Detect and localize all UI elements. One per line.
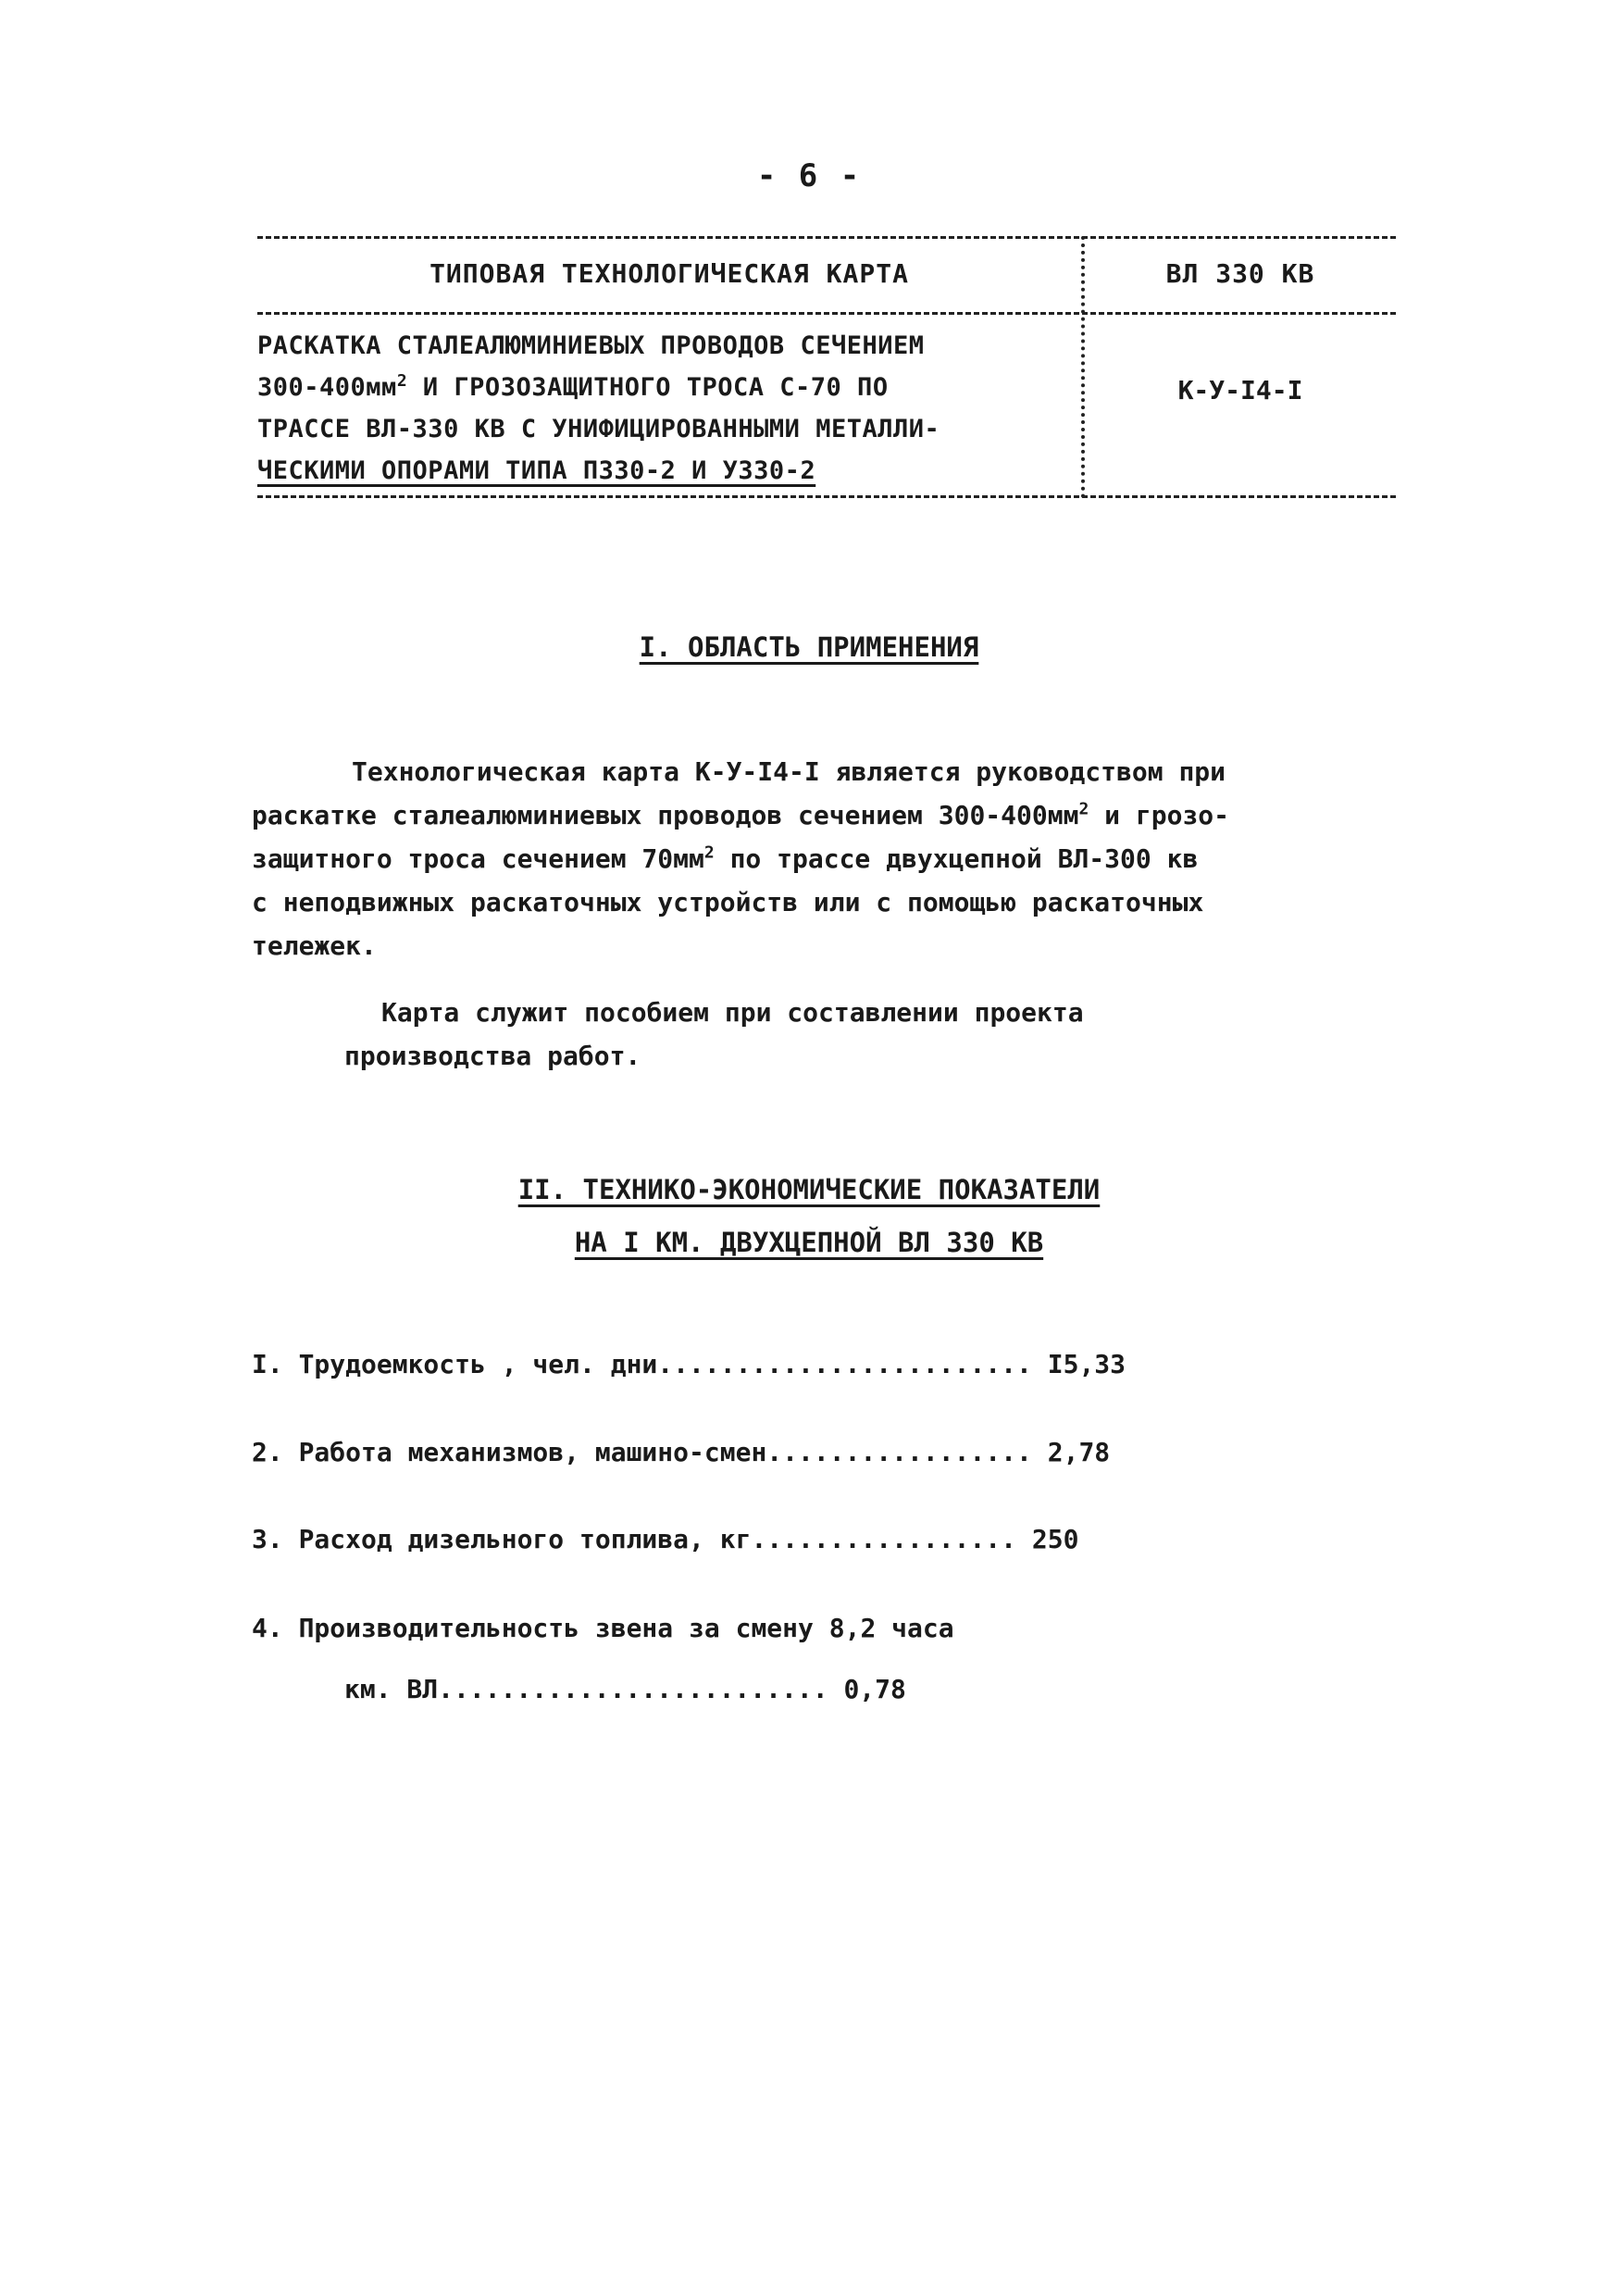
card-middle-rule xyxy=(257,312,1396,315)
paragraph-line xyxy=(252,837,1396,880)
section-heading-text: НА I КМ. ДВУХЦЕПНОЙ ВЛ 330 КВ xyxy=(574,1227,1044,1258)
indicator-item: 2. Работа механизмов, машино-смен................. 2,78 xyxy=(252,1437,1111,1467)
page-number: - 6 - xyxy=(756,157,862,194)
indicator-item: 4. Производительность звена за смену 8,2 часа xyxy=(252,1613,954,1643)
card-description-line: ЧЕСКИМИ ОПОРАМИ ТИПА П330-2 И У330-2 xyxy=(257,456,816,485)
indicator-item: 3. Расход дизельного топлива, кг................. 250 xyxy=(252,1524,1079,1554)
card-title: ТИПОВАЯ ТЕХНОЛОГИЧЕСКАЯ КАРТА xyxy=(429,258,909,289)
card-description-line: ТРАССЕ ВЛ-330 КВ С УНИФИЦИРОВАННЫМИ МЕТАЛЛИ- xyxy=(257,415,940,443)
card-description-line xyxy=(257,367,1072,408)
paragraph-fragment: раскатке сталеалюминиевых проводов сечением 300-400мм xyxy=(252,800,1079,830)
purpose-paragraph xyxy=(252,991,1396,1078)
card-description xyxy=(257,325,1072,492)
section-heading-text: I. ОБЛАСТЬ ПРИМЕНЕНИЯ xyxy=(639,631,979,663)
paragraph-line: производства работ. xyxy=(344,1041,641,1071)
card-line-class: ВЛ 330 КВ xyxy=(1165,258,1315,289)
section-heading-indicators-sub xyxy=(0,1227,1618,1258)
card-description-fragment: И ГРОЗОЗАЩИТНОГО ТРОСА С-70 ПО xyxy=(407,373,889,402)
superscript: 2 xyxy=(396,371,408,391)
paragraph-fragment: и грозо- xyxy=(1089,800,1230,830)
superscript: 2 xyxy=(703,842,715,863)
paragraph-line: Технологическая карта К-У-I4-I является руководством при xyxy=(352,756,1226,787)
card-code: К-У-I4-I xyxy=(1177,375,1303,406)
paragraph-fragment: защитного троса сечением 70мм xyxy=(252,843,704,874)
section-heading-scope xyxy=(0,631,1618,663)
indicator-item-continuation: км. ВЛ......................... 0,78 xyxy=(344,1674,906,1704)
paragraph-fragment: по трассе двухцепной ВЛ-300 кв xyxy=(714,843,1199,874)
indicator-item: I. Трудоемкость , чел. дни........................ I5,33 xyxy=(252,1349,1126,1379)
card-bottom-rule xyxy=(257,495,1396,498)
paragraph-line xyxy=(252,793,1396,837)
technological-card-header xyxy=(257,236,1396,498)
section-heading-indicators xyxy=(0,1174,1618,1205)
card-top-rule xyxy=(257,236,1396,239)
card-description-line: РАСКАТКА СТАЛЕАЛЮМИНИЕВЫХ ПРОВОДОВ СЕЧЕНИЕМ xyxy=(257,331,925,360)
section-heading-text: II. ТЕХНИКО-ЭКОНОМИЧЕСКИЕ ПОКАЗАТЕЛИ xyxy=(517,1174,1101,1205)
paragraph-line: тележек. xyxy=(252,930,377,961)
paragraph-line: с неподвижных раскаточных устройств или с помощью раскаточных xyxy=(252,887,1204,917)
scope-paragraph xyxy=(252,750,1396,967)
superscript: 2 xyxy=(1078,799,1089,819)
card-description-fragment: 300-400мм xyxy=(257,373,397,402)
paragraph-line: Карта служит пособием при составлении проекта xyxy=(381,997,1084,1028)
